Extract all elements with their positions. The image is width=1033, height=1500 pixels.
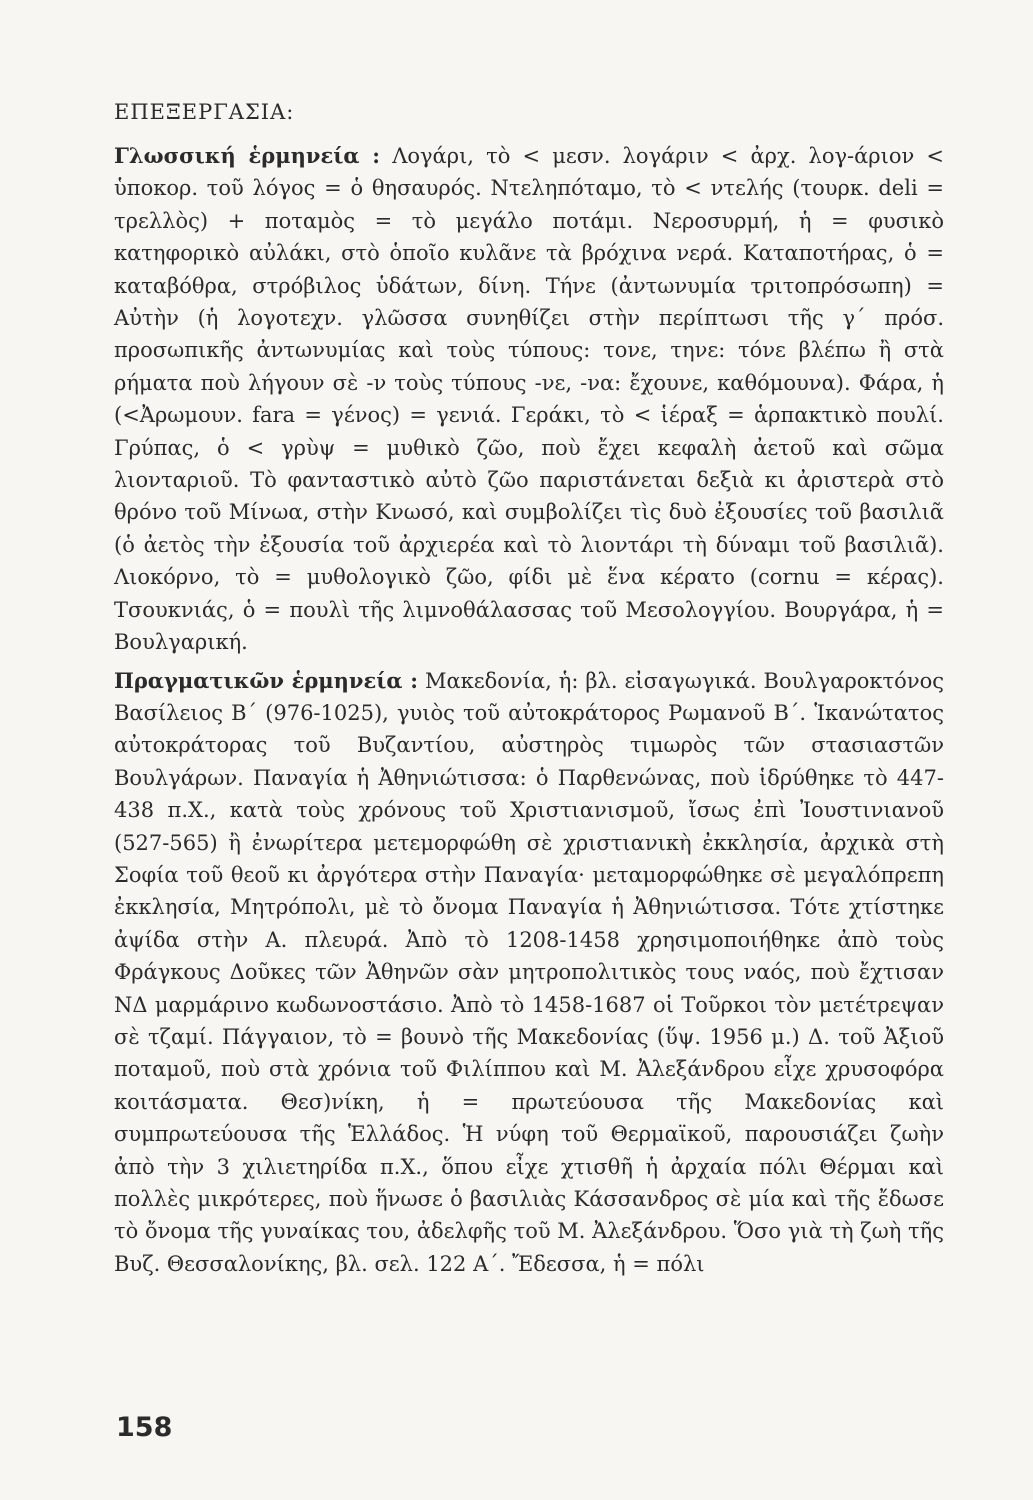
glossary-text: Λογάρι, τὸ < μεσν. λογάριν < ἀρχ. λογ-άριον < ὑποκορ. τοῦ λόγος = ὁ θησαυρός. Ντεληπόταμο, τὸ < ντελής (τουρκ. deli = τρελλὸς) + ποταμὸς = τὸ μεγάλο ποτάμι. Νεροσυρμή, ἡ = φυσικὸ κατηφορικὸ αὐλάκι, στὸ ὁποῖο κυλᾶνε τὰ βρόχινα νερά. Καταποτήρας, ὁ = καταβόθρα, στρόβιλος ὑδάτων, δίνη. Τήνε (ἀντωνυμία τριτοπρόσωπη) = Αὐτὴν (ἡ λογοτεχν. γλῶσσα συνηθίζει στὴν περίπτωσι τῆς γ΄ πρόσ. προσωπικῆς ἀντωνυμίας καὶ τοὺς τύπους: τονε, τηνε: τόνε βλέπω ἢ στὰ ρήματα ποὺ λήγουν σὲ -ν τοὺς τύπους -νε, -να: ἔχουνε, καθόμουνα). Φάρα, ἡ (<Ἀρωμουν. fara = γένος) = γενιά. Γεράκι, τὸ < ἱέραξ = ἁρπακτικὸ πουλί. Γρύπας, ὁ < γρὺψ = μυθικὸ ζῶο, ποὺ ἔχει κεφαλὴ ἀετοῦ καὶ σῶμα λιονταριοῦ. Τὸ φανταστικὸ αὐτὸ ζῶο παριστάνεται δεξιὰ κι ἀριστερὰ στὸ θρόνο τοῦ Μίνωα, στὴν Κνωσό, καὶ συμβολίζει τὶς δυὸ ἐξουσίες τοῦ βασιλιᾶ (ὁ ἀετὸς τὴν ἐξουσία τοῦ ἀρχιερέα καὶ τὸ λιοντάρι τὴ δύναμι τοῦ βασιλιᾶ). Λιοκόρνο, τὸ = μυθολογικὸ ζῶο, φίδι μὲ ἕνα κέρατο (cornu = κέρας). Τσουκνιάς, ὁ = πουλὶ τῆς λιμνοθάλασσας τοῦ Μεσολογγίου. Βουργάρα, ἡ = Βουλγαρική.	[114, 144, 944, 655]
section-heading: ΕΠΕΞΕΡΓΑΣΙΑ:	[114, 100, 295, 124]
page-body	[114, 100, 944, 1286]
page-number: 158	[116, 1412, 173, 1443]
glossary-label: Γλωσσική ἑρμηνεία :	[114, 143, 381, 168]
factual-label: Πραγματικῶν ἑρμηνεία :	[114, 667, 418, 693]
factual-paragraph	[114, 665, 944, 1281]
factual-text: Μακεδονία, ἡ: βλ. εἰσαγωγικά. Βουλγαροκτόνος Βασίλειος Β΄ (976-1025), γυιὸς τοῦ αὐτοκράτορος Ρωμανοῦ Β΄. Ἱκανώτατος αὐτοκράτορας τοῦ Βυζαντίου, αὐστηρὸς τιμωρὸς τῶν στασιαστῶν Βουλγάρων. Παναγία ἡ Ἀθηνιώτισσα: ὁ Παρθενώνας, ποὺ ἱδρύθηκε τὸ 447-438 π.Χ., κατὰ τοὺς χρόνους τοῦ Χριστιανισμοῦ, ἴσως ἐπὶ Ἰουστινιανοῦ (527-565) ἢ ἐνωρίτερα μετεμορφώθη σὲ χριστιανικὴ ἐκκλησία, ἀρχικὰ στὴ Σοφία τοῦ θεοῦ κι ἀργότερα στὴν Παναγία· μεταμορφώθηκε σὲ μεγαλόπρεπη ἐκκλησία, Μητρόπολι, μὲ τὸ ὄνομα Παναγία ἡ Ἀθηνιώτισσα. Τότε χτίστηκε ἀψίδα στὴν Α. πλευρά. Ἀπὸ τὸ 1208-1458 χρησιμοποιήθηκε ἀπὸ τοὺς Φράγκους Δοῦκες τῶν Ἀθηνῶν σὰν μητροπολιτικὸς τους ναός, ποὺ ἔχτισαν ΝΔ μαρμάρινο κωδωνοστάσιο. Ἀπὸ τὸ 1458-1687 οἱ Τοῦρκοι τὸν μετέτρεψαν σὲ τζαμί. Πάγγαιον, τὸ = βουνὸ τῆς Μακεδονίας (ὕψ. 1956 μ.) Δ. τοῦ Ἀξιοῦ ποταμοῦ, ποὺ στὰ χρόνια τοῦ Φιλίππου καὶ Μ. Ἀλεξάνδρου εἶχε χρυσοφόρα κοιτάσματα. Θεσ)νίκη, ἡ = πρωτεύουσα τῆς Μακεδονίας καὶ συμπρωτεύουσα τῆς Ἑλλάδος. Ἡ νύφη τοῦ Θερμαϊκοῦ, παρουσιάζει ζωὴν ἀπὸ τὴν 3 χιλιετηρίδα π.Χ., ὅπου εἶχε χτισθῆ ἡ ἀρχαία πόλι Θέρμαι καὶ πολλὲς μικρότερες, ποὺ ἥνωσε ὁ βασιλιὰς Κάσσανδρος σὲ μία καὶ τῆς ἔδωσε τὸ ὄνομα τῆς γυναίκας του, ἀδελφῆς τοῦ Μ. Ἀλεξάνδρου. Ὅσο γιὰ τὴ ζωὴ τῆς Βυζ. Θεσσαλονίκης, βλ. σελ. 122 Α΄. Ἔδεσσα, ἡ = πόλι	[114, 668, 944, 1276]
glossary-paragraph	[114, 140, 944, 659]
